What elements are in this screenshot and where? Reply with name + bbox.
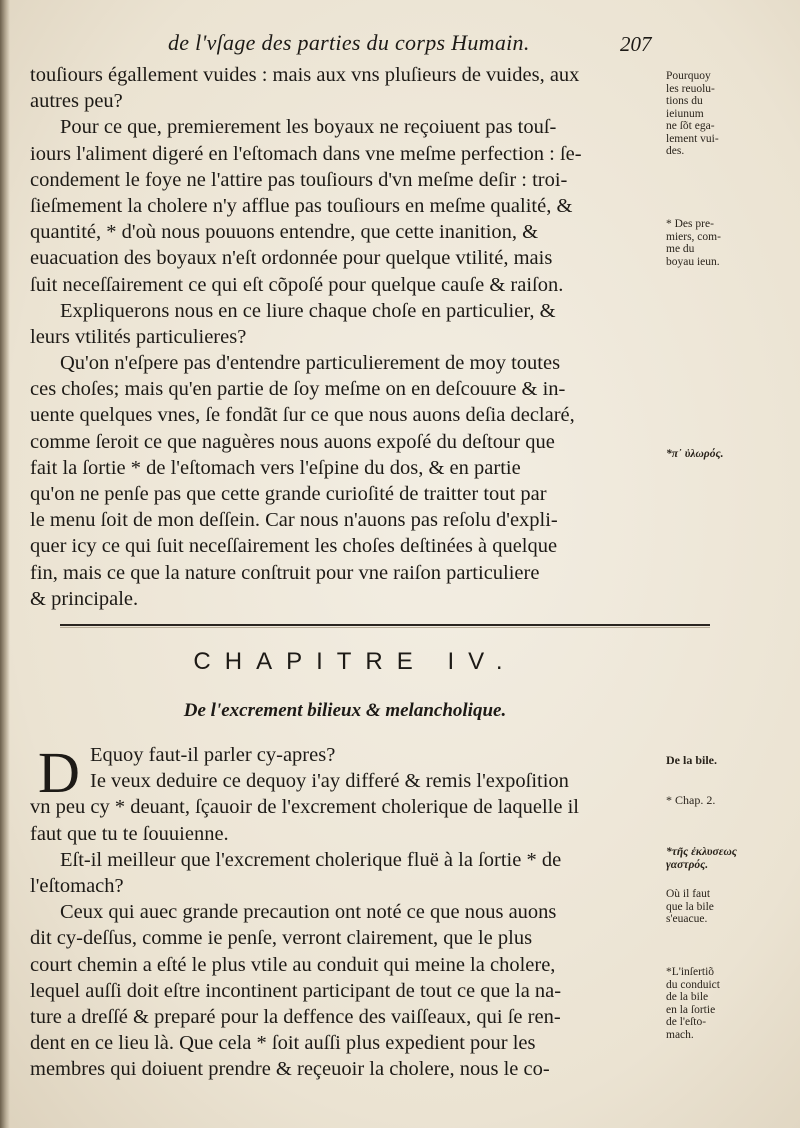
text-line: Eſt-il meilleur que l'excrement cholerique fluë à la ſortie * de	[60, 848, 562, 871]
text-line: dent en ce lieu là. Que cela * ſoit auſſi plus expedient pour les	[30, 1032, 536, 1055]
running-head: de l'vſage des parties du corps Humain.	[168, 30, 530, 55]
text-line: fait la ſortie * de l'eſtomach vers l'eſpine du dos, & en partie	[30, 456, 521, 479]
body-text-top	[30, 62, 666, 612]
text-line: & principale.	[30, 587, 139, 610]
text-line: membres qui doiuent prendre & reçeuoir la cholere, nous le co-	[30, 1058, 550, 1081]
text-line: court chemin a eſté le plus vtile au conduit qui meine la cholere,	[30, 953, 556, 976]
text-line: qu'on ne penſe pas que cette grande curioſité de traitter tout par	[30, 483, 547, 505]
text-line: uente quelques vnes, ſe fondãt ſur ce que nous auons deſia declaré,	[30, 404, 575, 427]
text-line: touſiours égallement vuides : mais aux vns pluſieurs de vuides, aux	[30, 64, 580, 86]
section-divider-shadow	[60, 627, 710, 628]
drop-cap: D	[38, 740, 80, 805]
text-line: comme ſeroit ce que naguères nous auons expoſé du deſtour que	[30, 430, 555, 453]
text-line: ſieſmement la cholere n'y afflue pas touſiours en meſme qualité, &	[30, 194, 573, 217]
margin-note-greek-1: *π᾿ ὑλωρός.	[666, 448, 724, 460]
section-divider	[60, 624, 710, 626]
text-line: autres peu?	[30, 90, 123, 113]
text-line: quantité, * d'où nous pouuons entendre, que cette inanition, &	[30, 221, 539, 244]
text-line: leurs vtilités particulieres?	[30, 325, 247, 348]
text-line: ture a dreſſé & preparé pour la deffence des vaiſſeaux, qui ſe ren-	[30, 1005, 561, 1028]
text-line: l'eſtomach?	[30, 874, 124, 897]
text-line: le menu ſoit de mon deſſein. Car nous n'auons pas reſolu d'expli-	[30, 509, 558, 532]
text-line: Expliquerons nous en ce liure chaque choſe en particulier, &	[60, 299, 556, 322]
text-line: dit cy-deſſus, comme ie penſe, verront clairement, que le plus	[30, 927, 533, 950]
text-line: faut que tu te ſouuienne.	[30, 822, 229, 845]
text-line: ſuit neceſſairement ce qui eſt cõpoſé pour quelque cauſe & raiſon.	[30, 273, 564, 296]
body-text-bottom	[30, 742, 666, 1082]
text-line: Equoy faut-il parler cy-apres?	[90, 744, 336, 766]
margin-note-chap2: * Chap. 2.	[666, 793, 716, 807]
text-line: quer icy ce qui ſuit neceſſairement les choſes deſtinées à quelque	[30, 535, 558, 558]
text-line: euacuation des boyaux n'eſt ordonnée pour quelque vtilité, mais	[30, 247, 553, 270]
text-line: iours l'aliment digeré en l'eſtomach dans vne meſme perfection : ſe-	[30, 142, 582, 165]
text-line: condement le foye ne l'attire pas touſiours d'vn meſme deſir : troi-	[30, 168, 568, 191]
text-line: ces choſes; mais qu'en partie de ſoy meſme on en deſcouure & in-	[30, 378, 566, 401]
margin-note-premiers: * Des pre- miers, com- me du boyau ieun.	[666, 218, 721, 268]
chapter-subtitle: De l'excrement bilieux & melancholique.	[183, 700, 507, 721]
binding-gutter	[0, 0, 10, 1128]
margin-note-bile: De la bile.	[666, 753, 717, 767]
text-line: lequel auſſi doit eſtre incontinent participant de tout ce que la na-	[30, 979, 562, 1002]
text-line: Ie veux deduire ce dequoy i'ay differé & remis l'expoſition	[90, 770, 569, 793]
margin-note-greek-2: *τῆς ἐκλυσεως γαστρός.	[666, 846, 737, 871]
text-line: vn peu cy * deuant, ſçauoir de l'excrement cholerique de laquelle il	[30, 796, 579, 819]
text-line: fin, mais ce que la nature conſtruit pour vne raiſon particuliere	[30, 561, 540, 584]
page-number: 207	[620, 32, 652, 56]
margin-note-reuolutions: Pourquoy les reuolu- tions du ieiunum ne ſõt ega- lement vui- des.	[666, 70, 719, 157]
chapter-title: CHAPITRE IV.	[193, 648, 517, 675]
text-line: Pour ce que, premierement les boyaux ne reçoiuent pas touſ-	[60, 116, 557, 139]
text-line: Ceux qui auec grande precaution ont noté ce que nous auons	[60, 901, 557, 924]
margin-note-insertion: *L'inſertiõ du conduict de la bile en la ſortie de l'eſto- mach.	[666, 966, 720, 1041]
margin-note-euacue: Où il faut que la bile s'euacue.	[666, 888, 714, 925]
text-line: Qu'on n'eſpere pas d'entendre particulierement de moy toutes	[60, 352, 561, 375]
